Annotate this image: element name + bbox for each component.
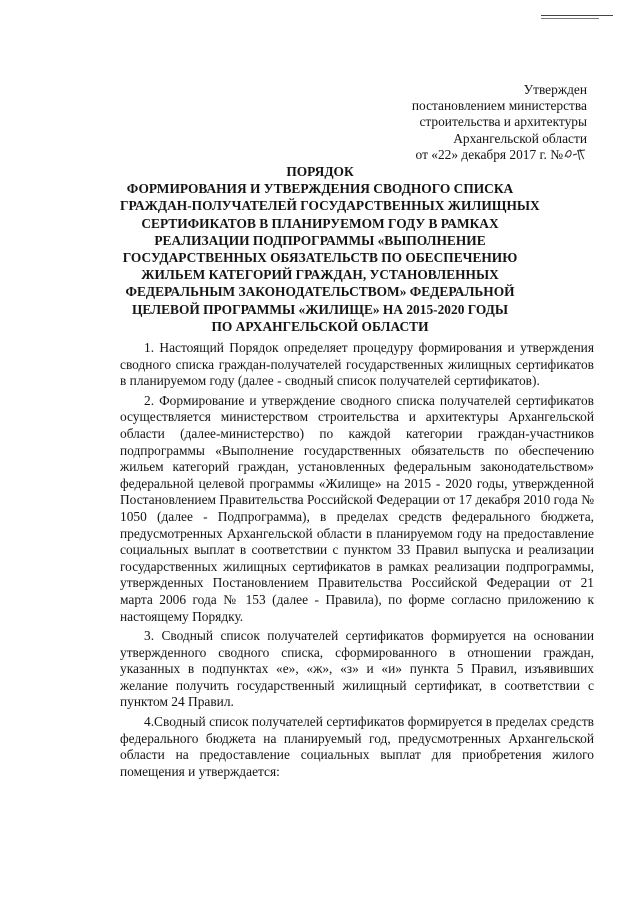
handwritten-number (563, 147, 587, 161)
approval-line: строительства и архитектуры (419, 114, 587, 130)
document-title (120, 163, 540, 335)
title-line: ГРАЖДАН-ПОЛУЧАТЕЛЕЙ ГОСУДАРСТВЕННЫХ ЖИЛИЩНЫХ (120, 198, 540, 214)
title-line: ГОСУДАРСТВЕННЫХ ОБЯЗАТЕЛЬСТВ ПО ОБЕСПЕЧЕНИЮ (122, 250, 518, 266)
corner-mark (541, 15, 613, 16)
approval-line: Утвержден (523, 82, 587, 97)
title-line: ФЕДЕРАЛЬНЫМ ЗАКОНОДАТЕЛЬСТВОМ» ФЕДЕРАЛЬНОЙ (125, 284, 515, 300)
approval-date-line (287, 147, 587, 163)
title-line: ПОРЯДОК (286, 164, 354, 179)
title-line: ЖИЛЬЕМ КАТЕГОРИЙ ГРАЖДАН, УСТАНОВЛЕННЫХ (141, 267, 499, 283)
title-line: ФОРМИРОВАНИЯ И УТВЕРЖДЕНИЯ СВОДНОГО СПИСКА (126, 181, 514, 197)
approval-line: постановлением министерства (411, 98, 587, 114)
paragraph-3: 3. Сводный список получателей сертификатов формируется на основании утвержденного сводного списка, сформированного в отношении граждан, указанных в подпунктах «е», «ж», «з» и «и» пункта 5 Правил, изъявивших желание получить государственный жилищный сертификат, в соответствии с пунктом 24 Правил. (120, 628, 594, 710)
approval-line: Архангельской области (453, 130, 587, 146)
title-line: ПО АРХАНГЕЛЬСКОЙ ОБЛАСТИ (211, 318, 429, 334)
title-line: ЦЕЛЕВОЙ ПРОГРАММЫ «ЖИЛИЩЕ» НА 2015-2020 ГОДЫ (131, 301, 509, 317)
title-line: СЕРТИФИКАТОВ В ПЛАНИРУЕМОМ ГОДУ В РАМКАХ (141, 215, 499, 231)
approval-date: от «22» декабря 2017 г. № (415, 146, 563, 162)
approval-stamp (287, 82, 587, 163)
title-line: РЕАЛИЗАЦИИ ПОДПРОГРАММЫ «ВЫПОЛНЕНИЕ (154, 232, 486, 248)
document-body (120, 340, 594, 783)
paragraph-2: 2. Формирование и утверждение сводного списка получателей сертификатов осуществляется министерством строительства и архитектуры Архангельской области (далее-министерство) по каждой категории граждан-участников подпрограммы «Выполнение государственных обязательств по обеспечению жильем категорий граждан, установленных федеральным законодательством» федеральной целевой программы «Жилище» на 2015 - 2020 годы, утвержденной Постановлением Правительства Российской Федерации от 17 декабря 2010 года № 1050 (далее - Подпрограмма), в пределах средств федерального бюджета, предусмотренных Архангельской области в планируемом году на предоставление социальных выплат в соответствии с пунктом 33 Правил выпуска и реализации государственных жилищных сертификатов в рамках реализации подпрограммы, утвержденных Постановлением Правительства Российской Федерации от 21 марта 2006 года № 153 (далее - Правила), по форме согласно приложению к настоящему Порядку. (120, 392, 594, 624)
paragraph-1: 1. Настоящий Порядок определяет процедуру формирования и утверждения сводного списка граждан-получателей государственных жилищных сертификатов в планируемом году (далее - сводный список получателей сертификатов). (120, 340, 594, 389)
paragraph-4: 4.Сводный список получателей сертификатов формируется в пределах средств федерального бюджета на планируемый год, предусмотренных Архангельской области на предоставление социальных выплат для приобретения жилого помещения и утверждается: (120, 714, 594, 779)
